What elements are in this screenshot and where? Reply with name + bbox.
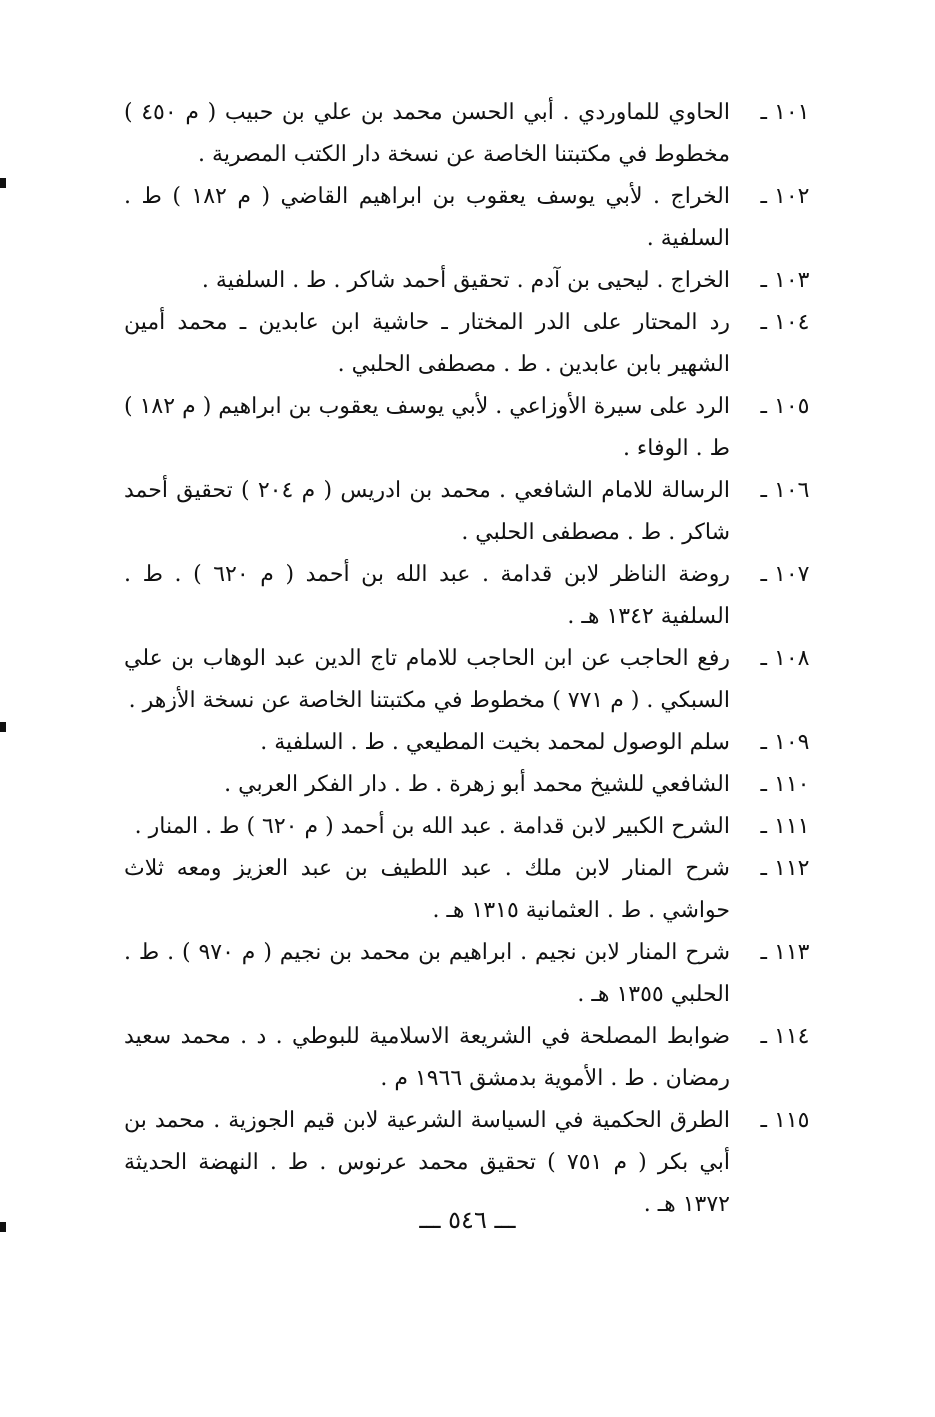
entry-number: ١٠٧ ـ	[760, 562, 810, 587]
bibliography-entry	[120, 92, 840, 176]
entry-number: ١٠٦ ـ	[760, 478, 810, 503]
entry-text: الطرق الحكمية في السياسة الشرعية لابن قيم الجوزية . محمد بن أبي بكر ( م ٧٥١ ) تحقيق محمد عرنوس . ط . النهضة الحديثة ١٣٧٢ هـ .	[124, 1108, 730, 1217]
bibliography-entry	[120, 1016, 840, 1100]
entry-number: ١٠٩ ـ	[760, 730, 810, 755]
entry-text: الخراج . لأبي يوسف يعقوب بن ابراهيم القاضي ( م ١٨٢ ) ط . السلفية .	[124, 184, 730, 251]
entry-text: الشافعي للشيخ محمد أبو زهرة . ط . دار الفكر العربي .	[224, 772, 730, 797]
bibliography-entry	[120, 638, 840, 722]
entry-number: ١١٤ ـ	[760, 1024, 810, 1049]
entry-number: ١٠٤ ـ	[760, 310, 810, 335]
entry-number: ١٠٢ ـ	[760, 184, 810, 209]
scan-margin-mark	[0, 722, 6, 732]
bibliography-entry	[120, 806, 840, 848]
entry-number: ١٠٣ ـ	[760, 268, 810, 293]
entry-text: رفع الحاجب عن ابن الحاجب للامام تاج الدين عبد الوهاب بن علي السبكي . ( م ٧٧١ ) مخطوط في مكتبتنا الخاصة عن نسخة الأزهر .	[124, 646, 730, 713]
entry-text: سلم الوصول لمحمد بخيت المطيعي . ط . السلفية .	[260, 730, 730, 755]
bibliography-entry	[120, 722, 840, 764]
entry-text: الرسالة للامام الشافعي . محمد بن ادريس ( م ٢٠٤ ) تحقيق أحمد شاكر . ط . مصطفى الحلبي .	[124, 478, 731, 545]
entry-number: ١٠٥ ـ	[760, 394, 810, 419]
entry-text: الخراج . ليحيى بن آدم . تحقيق أحمد شاكر . ط . السلفية .	[201, 268, 730, 293]
entry-text: شرح المنار لابن نجيم . ابراهيم بن محمد بن نجيم ( م ٩٧٠ ) . ط . الحلبي ١٣٥٥ هـ .	[124, 940, 731, 1007]
bibliography-entry	[120, 470, 840, 554]
entry-number: ١٠٨ ـ	[760, 646, 810, 671]
entry-text: روضة الناظر لابن قدامة . عبد الله بن أحمد ( م ٦٢٠ ) . ط . السلفية ١٣٤٢ هـ .	[124, 562, 730, 629]
entry-number: ١١٣ ـ	[760, 940, 810, 965]
entry-number: ١٠١ ـ	[760, 100, 810, 125]
bibliography-entry	[120, 176, 840, 260]
entry-text: الرد على سيرة الأوزاعي . لأبي يوسف يعقوب بن ابراهيم ( م ١٨٢ ) ط . الوفاء .	[124, 394, 731, 461]
bibliography-entry	[120, 386, 840, 470]
bibliography-entry	[120, 848, 840, 932]
entry-number: ١١٢ ـ	[760, 856, 810, 881]
bibliography-list	[120, 92, 840, 1226]
bibliography-entry	[120, 764, 840, 806]
scan-margin-mark	[0, 178, 6, 188]
bibliography-entry	[120, 554, 840, 638]
page-number: ـــ ٥٤٦ ـــ	[419, 1206, 516, 1234]
entry-number: ١١٠ ـ	[760, 772, 810, 797]
entry-text: الحاوي للماوردي . أبي الحسن محمد بن علي بن حبيب ( م ٤٥٠ ) مخطوط في مكتبتنا الخاصة عن نسخة دار الكتب المصرية .	[124, 100, 730, 167]
entry-text: شرح المنار لابن ملك . عبد اللطيف بن عبد العزيز ومعه ثلاث حواشي . ط . العثمانية ١٣١٥ هـ .	[124, 856, 730, 923]
entry-text: ضوابط المصلحة في الشريعة الاسلامية للبوطي . د . محمد سعيد رمضان . ط . الأموية بدمشق ١٩٦٦ م .	[124, 1024, 730, 1091]
entry-text: رد المحتار على الدر المختار ـ حاشية ابن عابدين ـ محمد أمين الشهير بابن عابدين . ط . مصطفى الحلبي .	[124, 310, 730, 377]
bibliography-entry	[120, 302, 840, 386]
bibliography-entry	[120, 260, 840, 302]
bibliography-entry	[120, 932, 840, 1016]
entry-number: ١١٥ ـ	[760, 1108, 810, 1133]
entry-number: ١١١ ـ	[760, 814, 810, 839]
entry-text: الشرح الكبير لابن قدامة . عبد الله بن أحمد ( م ٦٢٠ ) ط . المنار .	[134, 814, 730, 839]
